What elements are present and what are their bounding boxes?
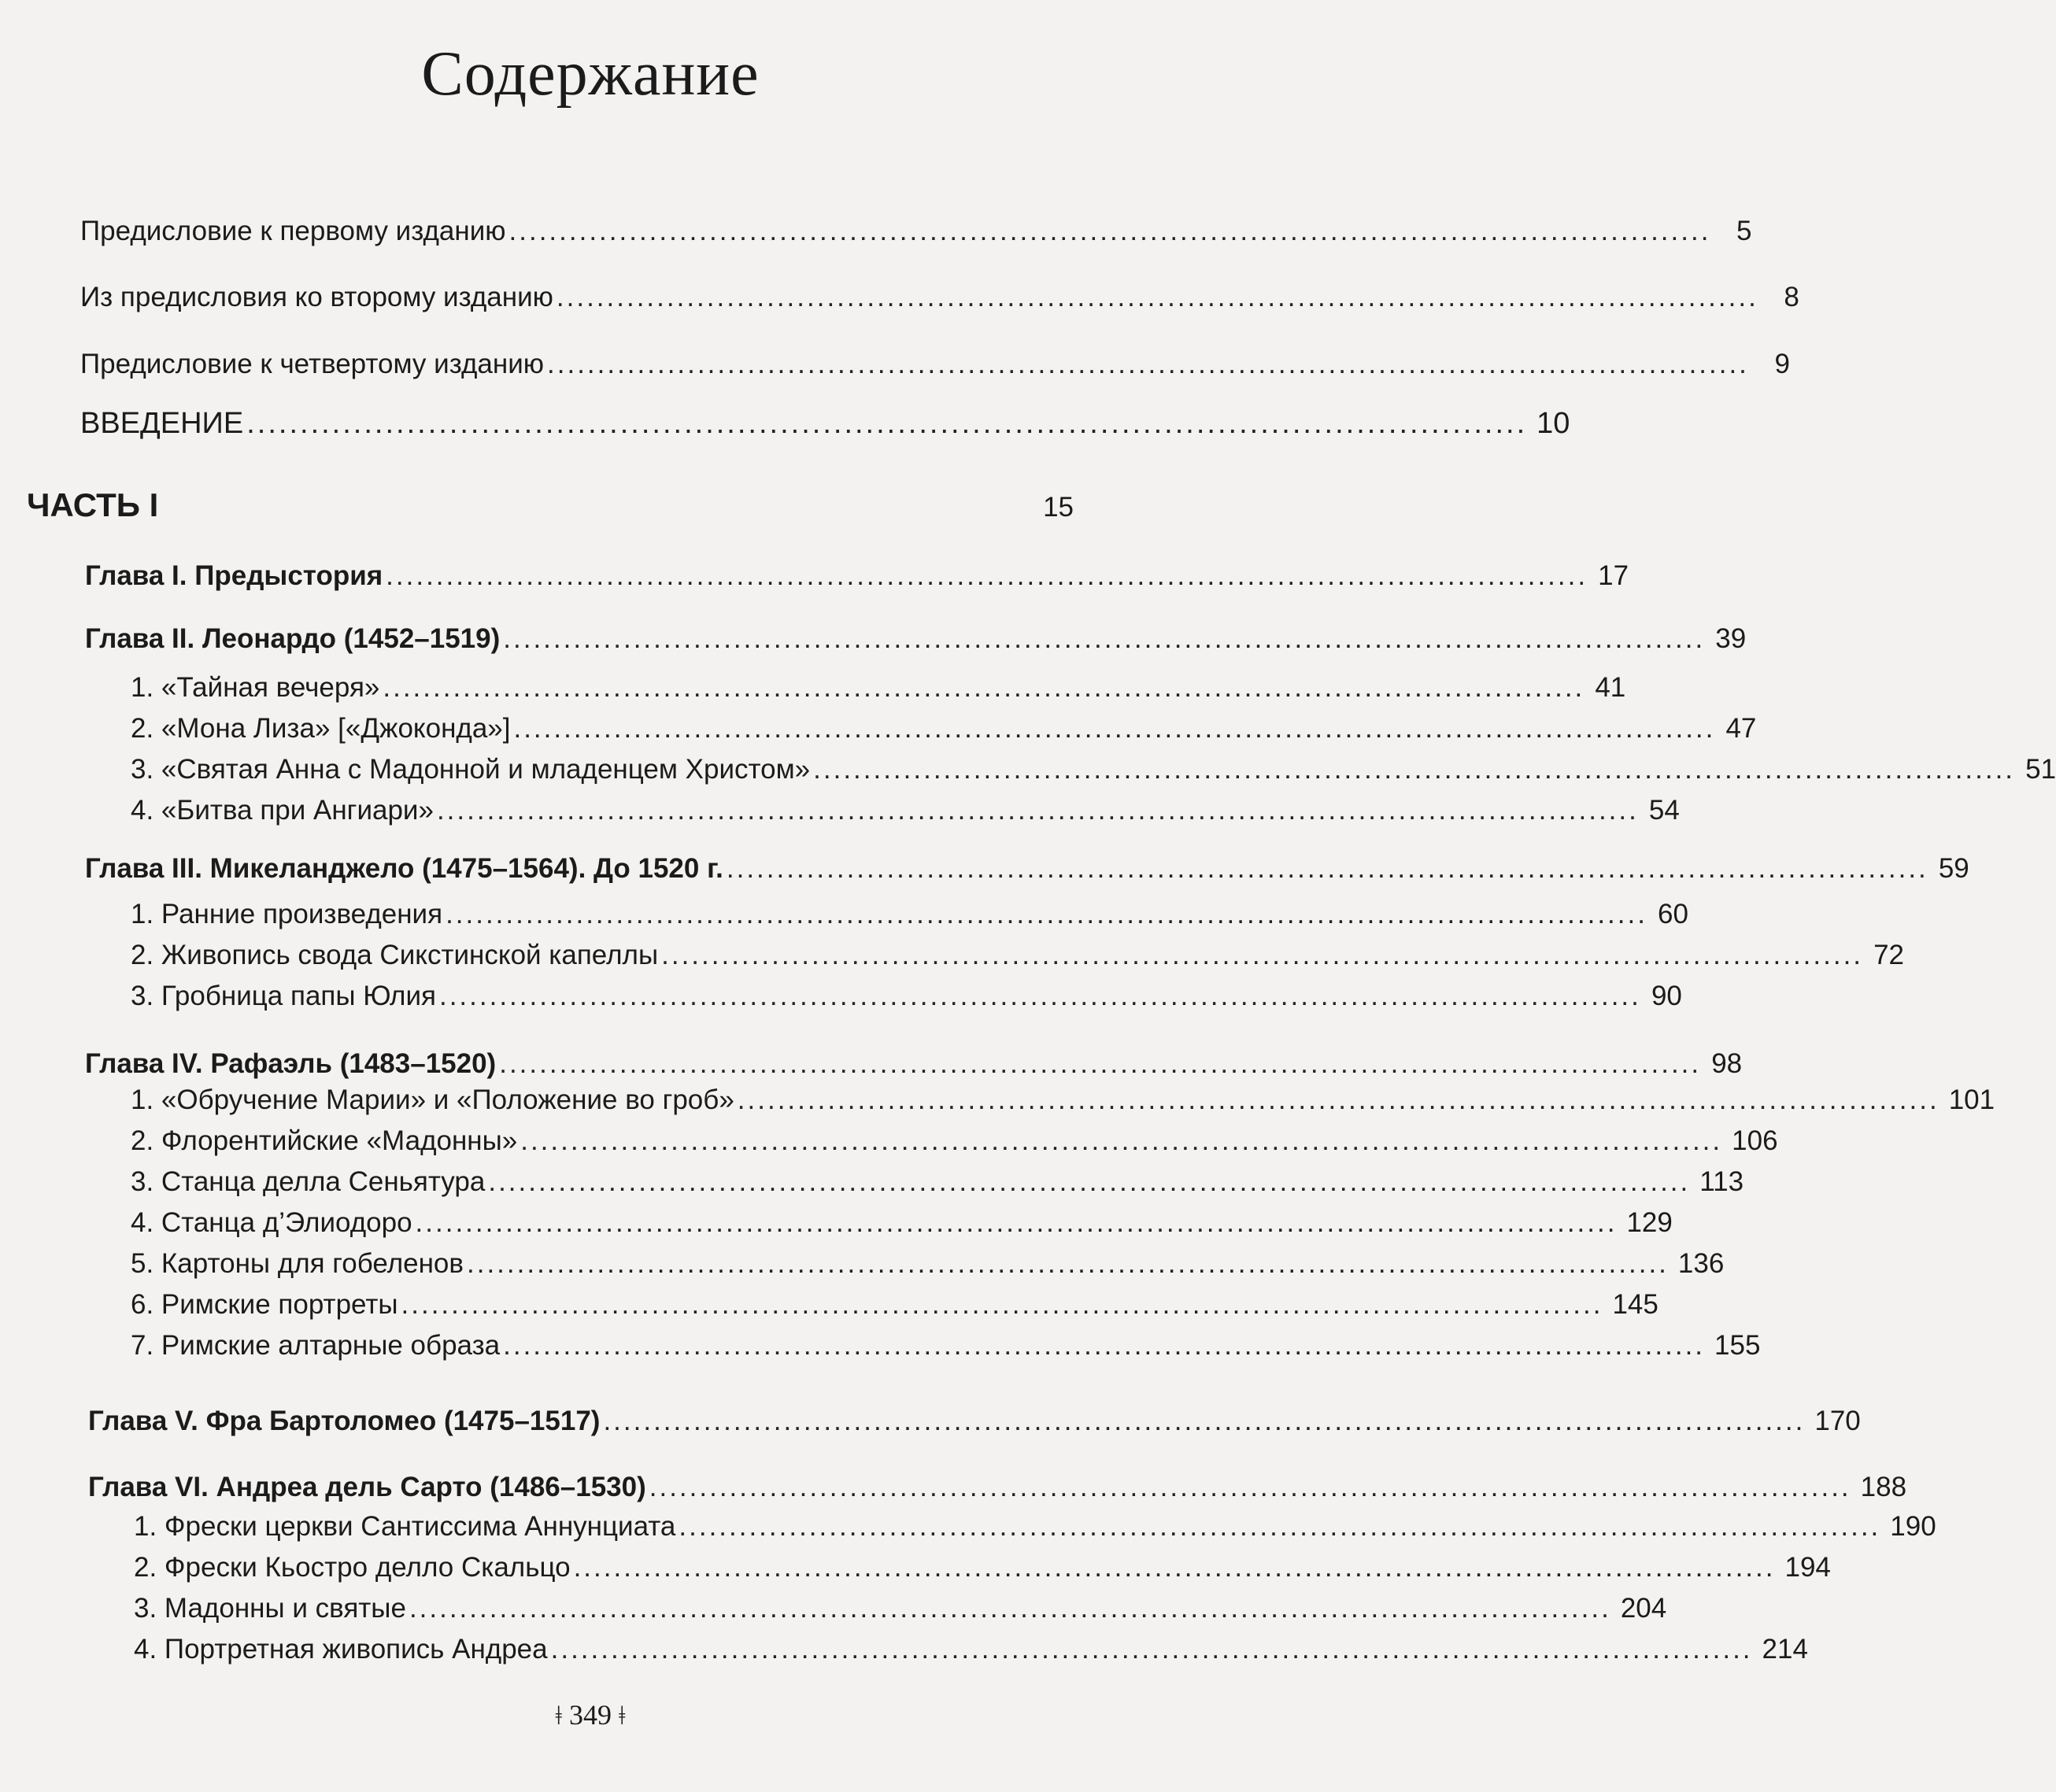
leader-dots: ........................................................................................................................: [513, 713, 1716, 744]
toc-entry-label: 2. Живопись свода Сикстинской капеллы: [131, 940, 659, 970]
toc-entry-page: 136: [1677, 1248, 1725, 1279]
toc-section: [131, 671, 1626, 705]
leader-dots: ........................................................................................................................: [661, 940, 1864, 970]
leader-dots: ........................................................................................................................: [386, 560, 1588, 591]
leader-dots: ........................................................................................................................: [550, 1634, 1753, 1665]
toc-entry-label: 4. Станца д’Элиодоро: [131, 1207, 412, 1238]
toc-entry-label: Глава I. Предыстория: [85, 560, 383, 591]
toc-entry-page: 188: [1860, 1472, 1907, 1502]
toc-entry-page: 51: [2025, 754, 2056, 785]
leader-dots: ........................................................................................................................: [503, 623, 1706, 654]
toc-entry-page: 214: [1762, 1634, 1808, 1665]
toc-section: [131, 938, 1905, 973]
leader-dots: ........................................................................................................................: [573, 1552, 1776, 1583]
leader-dots: ........................................................................................................................: [415, 1207, 1618, 1238]
toc-chapter: [88, 1404, 1861, 1439]
toc-section: [131, 1247, 1725, 1281]
toc-entry-label: Из предисловия ко второму изданию: [80, 282, 553, 312]
toc-entry-label: ВВЕДЕНИЕ: [80, 407, 244, 440]
leader-dots: ........................................................................................................................: [503, 1330, 1706, 1361]
toc-entry-page: 113: [1699, 1166, 1744, 1197]
ornament-left-icon: ǂ: [555, 1701, 562, 1731]
leader-dots: ........................................................................................................................: [649, 1472, 1851, 1502]
toc-entry-label: Предисловие к первому изданию: [80, 216, 506, 246]
toc-part-heading: [27, 488, 1074, 525]
toc-entry-label: 2. Флорентийские «Мадонны»: [131, 1125, 518, 1156]
leader-dots: ........................................................................................................................: [446, 899, 1647, 929]
toc-entry-label: Глава IV. Рафаэль (1483–1520): [85, 1048, 497, 1079]
toc-entry-label: 1. Ранние произведения: [131, 899, 443, 929]
toc-chapter: [85, 559, 1629, 593]
leader-dots: ........................................................................................................................: [383, 672, 1585, 703]
leader-dots: ........................................................................................................................: [401, 1289, 1603, 1320]
toc-entry: [80, 214, 1752, 249]
leader-dots: ........................................................................................................................: [409, 1593, 1611, 1624]
page-title: Содержание: [421, 39, 760, 109]
toc-section: [131, 1288, 1658, 1322]
toc-entry-page: 41: [1595, 672, 1626, 703]
leader-dots: ........................................................................................................................: [813, 754, 2016, 785]
toc-chapter: [88, 1470, 1907, 1505]
leader-dots: ........................................................................................................................: [508, 216, 1711, 246]
toc-section: [131, 752, 2056, 787]
toc-entry-page: 54: [1648, 795, 1680, 826]
toc-entry-page: 129: [1626, 1207, 1673, 1238]
toc-entry-label: 3. «Святая Анна с Мадонной и младенцем Христом»: [131, 754, 811, 785]
toc-entry-page: 170: [1814, 1406, 1861, 1436]
toc-entry-page: 155: [1714, 1330, 1761, 1361]
toc-entry: [80, 280, 1799, 315]
toc-entry-label: 6. Римские портреты: [131, 1289, 398, 1320]
toc-entry-page: 39: [1715, 623, 1747, 654]
toc-entry-label: 1. Фрески церкви Сантиссима Аннунциата: [134, 1511, 676, 1542]
toc-section: [134, 1509, 1936, 1544]
toc-entry-label: 3. Мадонны и святые: [134, 1593, 406, 1624]
toc-entry-label: ЧАСТЬ I: [27, 486, 159, 523]
ornament-right-icon: ǂ: [619, 1701, 626, 1731]
toc-chapter: [85, 622, 1747, 656]
leader-dots: ........................................................................................................................: [679, 1511, 1881, 1542]
toc-entry-label: 4. Портретная живопись Андреа: [134, 1634, 548, 1665]
leader-dots: ........................................................................................................................: [436, 795, 1639, 826]
toc-entry-page: 204: [1620, 1593, 1667, 1624]
toc-entry-label: 3. Гробница папы Юлия: [131, 981, 436, 1011]
toc-entry-page: 106: [1732, 1125, 1778, 1156]
toc-entry-label: 2. Фрески Кьостро делло Скальцо: [134, 1552, 571, 1583]
toc-entry-label: Предисловие к четвертому изданию: [80, 349, 545, 379]
leader-dots: ........................................................................................................................: [520, 1125, 1723, 1156]
leader-dots: ........................................................................................................................: [488, 1166, 1691, 1197]
toc-section: [131, 897, 1688, 932]
toc-section: [131, 1083, 1995, 1118]
leader-dots: ........................................................................................................................: [547, 349, 1749, 379]
toc-entry-label: 1. «Обручение Марии» и «Положение во гроб»: [131, 1084, 734, 1115]
leader-dots: ........................................................................................................................: [726, 853, 1928, 884]
toc-entry-page: 145: [1612, 1289, 1658, 1320]
toc-entry-page: 190: [1890, 1511, 1936, 1542]
toc-entry-label: 4. «Битва при Ангиари»: [131, 795, 434, 826]
toc-entry-page: 9: [1774, 349, 1790, 379]
toc-chapter: [85, 852, 1969, 886]
toc-entry-page: 101: [1948, 1084, 1995, 1115]
toc-section: [131, 979, 1682, 1014]
toc-section: [131, 1206, 1673, 1240]
toc-section: [131, 1124, 1778, 1158]
toc-section: [134, 1550, 1831, 1585]
toc-entry-page: 15: [1043, 492, 1074, 523]
toc-entry-page: 72: [1873, 940, 1905, 970]
leader-dots: ........................................................................................................................: [246, 407, 1528, 440]
toc-entry-page: 59: [1938, 853, 1969, 884]
toc-section: [131, 1328, 1761, 1363]
leader-dots: ........................................................................................................................: [556, 282, 1758, 312]
toc-entry-label: 2. «Мона Лиза» [«Джоконда»]: [131, 713, 511, 744]
toc-section: [131, 793, 1680, 828]
toc-entry-label: Глава V. Фра Бартоломео (1475–1517): [88, 1406, 601, 1436]
toc-entry: [80, 347, 1790, 382]
leader-dots: ........................................................................................................................: [499, 1048, 1702, 1079]
toc-entry-label: Глава III. Микеланджело (1475–1564). До 1520 г.: [85, 853, 723, 884]
toc-entry-label: Глава II. Леонардо (1452–1519): [85, 623, 501, 654]
toc-entry-page: 90: [1651, 981, 1682, 1011]
toc-entry-page: 98: [1711, 1048, 1743, 1079]
toc-section: [131, 1165, 1744, 1199]
toc-entry-label: 1. «Тайная вечеря»: [131, 672, 380, 703]
toc-entry-page: 5: [1736, 216, 1752, 246]
toc-entry-page: 10: [1536, 407, 1570, 440]
leader-dots: ........................................................................................................................: [467, 1248, 1669, 1279]
toc-section: [134, 1632, 1808, 1667]
toc-entry-label: Глава VI. Андреа дель Сарто (1486–1530): [88, 1472, 646, 1502]
toc-entry-page: 8: [1784, 282, 1799, 312]
toc-entry-page: 194: [1784, 1552, 1831, 1583]
leader-dots: ........................................................................................................................: [603, 1406, 1806, 1436]
toc-entry: [80, 406, 1570, 441]
page-number: 349: [569, 1699, 612, 1731]
toc-section: [131, 711, 1757, 746]
toc-entry-page: 17: [1598, 560, 1629, 591]
toc-entry-label: 7. Римские алтарные образа: [131, 1330, 501, 1361]
toc-entry-page: 47: [1725, 713, 1757, 744]
toc-entry-label: 5. Картоны для гобеленов: [131, 1248, 464, 1279]
toc-chapter: [85, 1047, 1743, 1081]
leader-dots: ........................................................................................................................: [438, 981, 1641, 1011]
toc-entry-page: 60: [1658, 899, 1688, 929]
toc-entry-label: 3. Станца делла Сеньятура: [131, 1166, 486, 1197]
leader-dots: ........................................................................................................................: [737, 1084, 1940, 1115]
toc-section: [134, 1591, 1667, 1626]
page-footer: [0, 1698, 1181, 1731]
